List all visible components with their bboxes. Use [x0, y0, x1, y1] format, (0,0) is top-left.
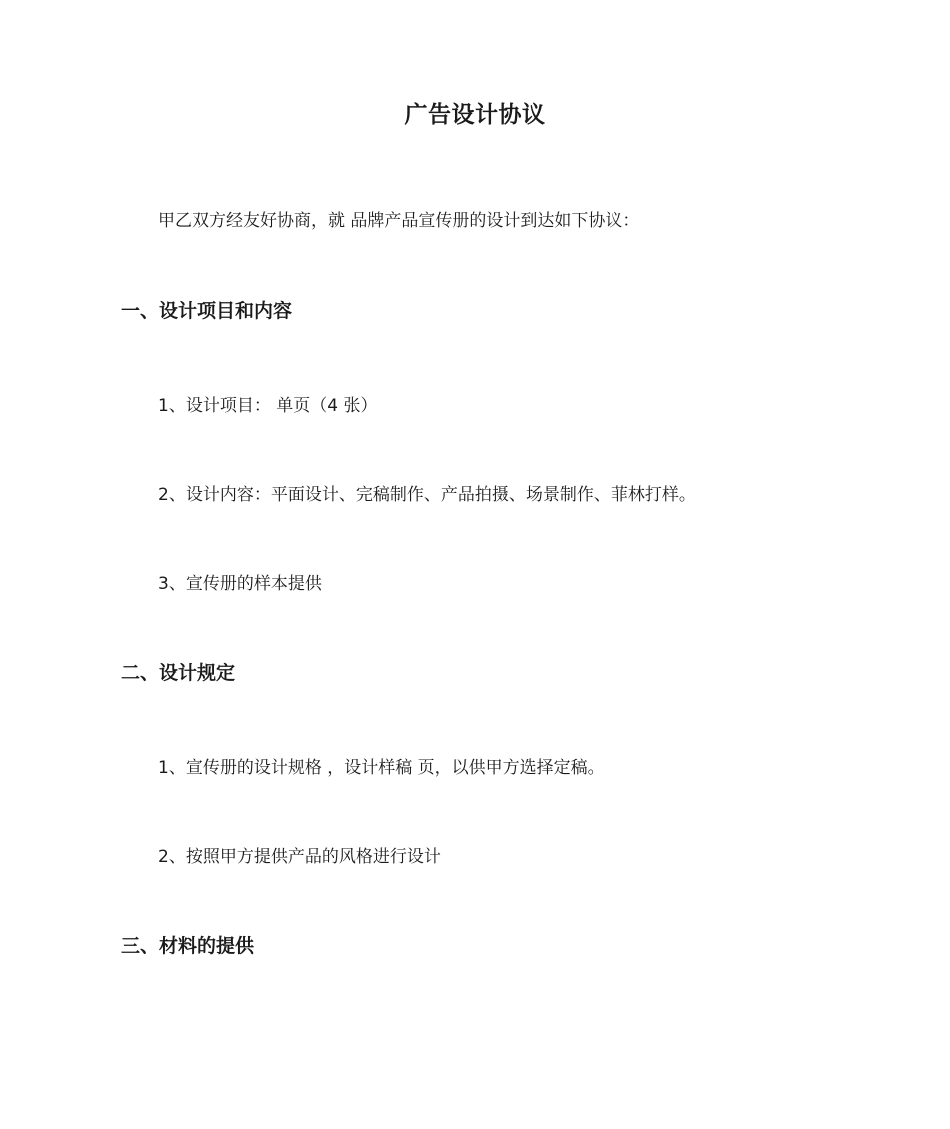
- section-heading-1: 一、设计项目和内容: [121, 300, 293, 322]
- section-heading-3: 三、材料的提供: [121, 935, 255, 957]
- section-2-item-1: 1、宣传册的设计规格 ，设计样稿 页，以供甲方选择定稿。: [158, 758, 605, 778]
- section-1-item-3: 3、宣传册的样本提供: [158, 574, 322, 594]
- section-1-item-2: 2、设计内容：平面设计、完稿制作、产品拍摄、场景制作、菲林打样。: [158, 485, 696, 505]
- section-2-item-2: 2、按照甲方提供产品的风格进行设计: [158, 847, 441, 867]
- section-heading-2: 二、设计规定: [121, 662, 236, 684]
- section-1-item-1: 1、设计项目： 单页（4 张）: [158, 396, 378, 416]
- intro-paragraph: 甲乙双方经友好协商，就 品牌产品宣传册的设计到达如下协议：: [158, 211, 640, 231]
- document-title: 广告设计协议: [404, 102, 546, 128]
